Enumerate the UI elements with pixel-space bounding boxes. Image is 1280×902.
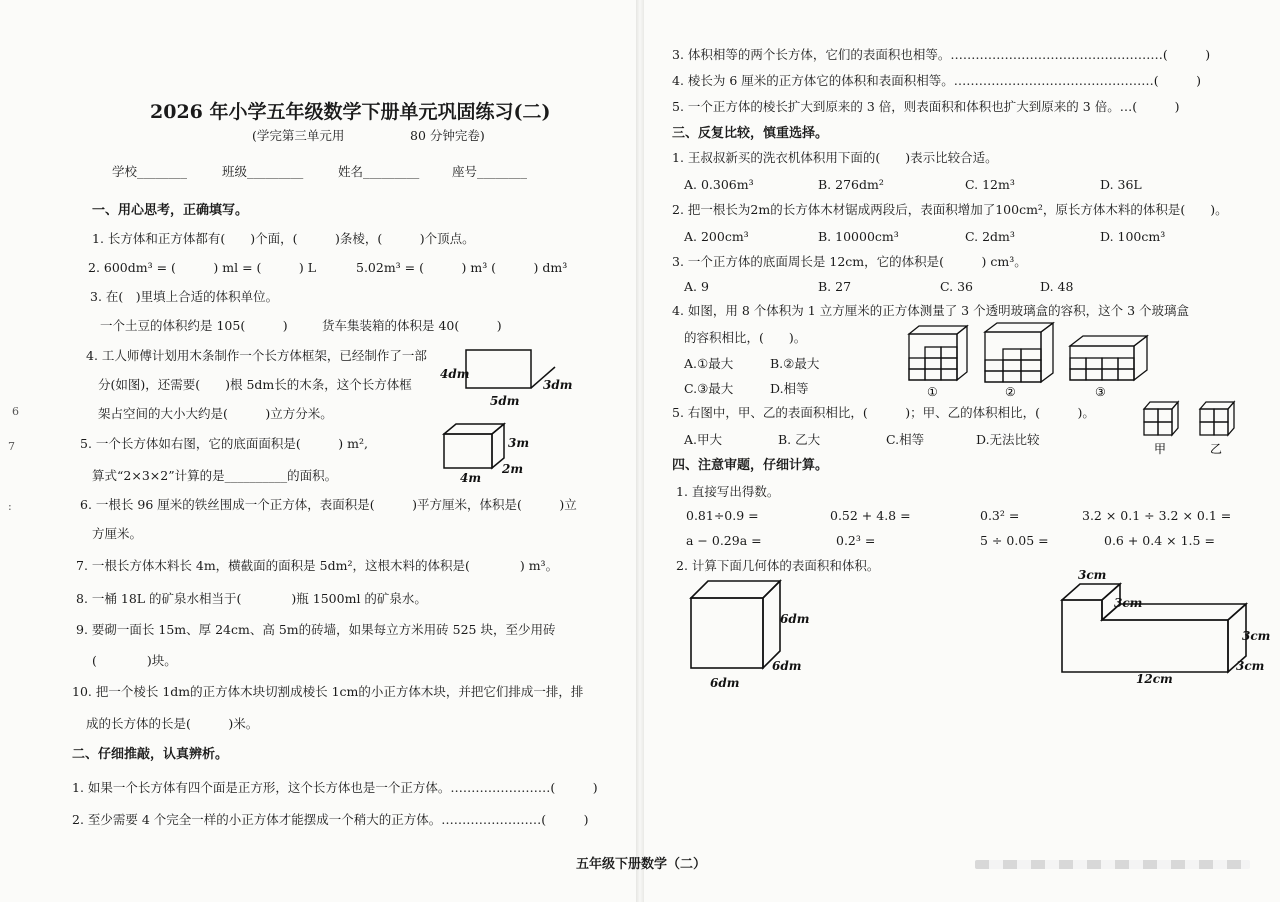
s1-question-3b: 货车集装箱的体积是 40( ) <box>322 318 502 333</box>
s1-question-10-line2: 成的长方体的长是( )米。 <box>86 716 259 731</box>
glass-box-3 <box>1070 336 1147 380</box>
section4-heading: 四、注意审题，仔细计算。 <box>672 458 829 473</box>
s2-question-3: 3. 体积相等的两个长方体，它们的表面积也相等。……………………………………………( ) <box>672 47 1211 62</box>
seat-field[interactable]: 座号________ <box>452 164 528 179</box>
s2-question-2: 2. 至少需要 4 个完全一样的小正方体才能摆成一个稍大的正方体。……………………( ) <box>72 812 589 827</box>
s3-q1-option-a[interactable]: A. 0.306m³ <box>684 177 754 192</box>
s1-question-9: 9. 要砌一面长 15m、厚 24cm、高 5m的砖墙，如果每立方米用砖 525 块，至少用砖 <box>76 622 556 637</box>
s3-q4-option-a[interactable]: A.①最大 <box>684 356 734 371</box>
footer-strip <box>975 860 1250 869</box>
calc-item: 3.2 × 0.1 ÷ 3.2 × 0.1 = <box>1082 508 1232 523</box>
s3-q2-option-b[interactable]: B. 10000cm³ <box>818 229 899 244</box>
s3-q3-option-a[interactable]: A. 9 <box>684 279 709 294</box>
lshape-length-label: 12cm <box>1136 672 1173 686</box>
calc-item: 0.3² = <box>980 508 1020 523</box>
school-field[interactable]: 学校________ <box>112 164 188 179</box>
s3-q4-option-c[interactable]: C.③最大 <box>684 381 734 396</box>
s3-q4-option-b[interactable]: B.②最大 <box>770 356 820 371</box>
exam-subtitle-right: 80 分钟完卷) <box>410 128 485 143</box>
s3-question-5: 5. 右图中，甲、乙的表面积相比，( )；甲、乙的体积相比，( )。 <box>672 405 1095 420</box>
margin-mark: : <box>8 500 12 513</box>
cube-side <box>763 581 780 668</box>
s3-q2-option-c[interactable]: C. 2dm³ <box>965 229 1015 244</box>
s1-question-2b: 5.02m³ = ( ) m³ ( ) dm³ <box>356 260 568 275</box>
calc-item: 5 ÷ 0.05 = <box>980 533 1049 548</box>
glass-boxes-figure <box>905 322 1155 400</box>
cuboid-top <box>444 424 504 434</box>
calc-item: 0.2³ = <box>836 533 876 548</box>
s1-question-3a: 一个土豆的体积约是 105( ) <box>100 318 288 333</box>
s1-question-2a: 2. 600dm³ = ( ) ml = ( ) L <box>88 260 317 275</box>
s3-q3-option-c[interactable]: C. 36 <box>940 279 973 294</box>
exam-subtitle-left: (学完第三单元用 <box>252 128 345 143</box>
s1-question-9-line2: ( )块。 <box>92 653 177 668</box>
section2-heading: 二、仔细推敲，认真辨析。 <box>72 747 229 762</box>
s3-question-4-line2: 的容积相比，( )。 <box>684 330 807 345</box>
section1-heading: 一、用心思考，正确填写。 <box>92 203 249 218</box>
s2-question-4: 4. 棱长为 6 厘米的正方体它的体积和表面积相等。…………………………………………( ) <box>672 73 1202 88</box>
cube-height-label: 6dm <box>780 612 810 626</box>
calc-item: 0.81÷0.9 = <box>686 508 759 523</box>
s3-question-3: 3. 一个正方体的底面周长是 12cm，它的体积是( ) cm³。 <box>672 254 1027 269</box>
margin-mark: 7 <box>8 440 15 453</box>
name-field[interactable]: 姓名_________ <box>338 164 420 179</box>
s1-question-6: 6. 一根长 96 厘米的铁丝围成一个正方体，表面积是( )平方厘米，体积是( )立 <box>80 497 577 512</box>
s3-q4-option-d[interactable]: D.相等 <box>770 381 809 396</box>
s3-q1-option-b[interactable]: B. 276dm² <box>818 177 884 192</box>
margin-mark: 6 <box>12 405 19 418</box>
cube-depth-label: 6dm <box>772 659 802 673</box>
s1-question-8: 8. 一桶 18L 的矿泉水相当于( )瓶 1500ml 的矿泉水。 <box>76 591 427 606</box>
s2-question-5: 5. 一个正方体的棱长扩大到原来的 3 倍，则表面积和体积也扩大到原来的 3 倍。…( ) <box>672 99 1180 114</box>
frame-depth-label: 3dm <box>543 378 573 392</box>
s1-question-10: 10. 把一个棱长 1dm的正方体木块切割成棱长 1cm的小正方体木块，并把它们排成一排，排 <box>72 684 584 699</box>
exam-title: 2026 年小学五年级数学下册单元巩固练习(二) <box>150 101 551 123</box>
s3-q2-option-a[interactable]: A. 200cm³ <box>684 229 749 244</box>
s3-question-2: 2. 把一根长为2m的长方体木材锯成两段后，表面积增加了100cm²，原长方体木料的体积是( )。 <box>672 202 1228 217</box>
lshape-top-label: 3cm <box>1078 568 1107 582</box>
frame-width-label: 5dm <box>490 394 520 408</box>
s1-question-5: 5. 一个长方体如右图，它的底面面积是( ) m², <box>80 436 368 451</box>
frame-figure <box>440 345 580 410</box>
lshape-step-label: 3cm <box>1114 596 1143 610</box>
l-shape-figure <box>1060 568 1270 686</box>
jia-shape <box>1144 402 1178 435</box>
frame-front-face <box>466 350 531 388</box>
calc-item: 0.52 + 4.8 = <box>830 508 911 523</box>
l-shape-body <box>1062 584 1246 672</box>
s1-question-5-line2: 算式“2×3×2”计算的是__________的面积。 <box>92 468 338 483</box>
calc-item: 0.6 + 0.4 × 1.5 = <box>1104 533 1215 548</box>
yi-label: 乙 <box>1210 442 1223 456</box>
s3-q5-option-c[interactable]: C.相等 <box>886 432 925 447</box>
jia-yi-figure <box>1140 397 1240 459</box>
cube-front <box>691 598 763 668</box>
s1-question-7: 7. 一根长方体木料长 4m，横截面的面积是 5dm²，这根木料的体积是( ) m³。 <box>76 558 559 573</box>
s1-question-4-line3: 架占空间的大小大约是( )立方分米。 <box>98 406 333 421</box>
cuboid-front <box>444 434 492 468</box>
s4-question-2: 2. 计算下面几何体的表面积和体积。 <box>676 558 880 573</box>
glass-box-2-label: ② <box>1005 385 1016 399</box>
s1-question-6-line2: 方厘米。 <box>92 526 143 541</box>
s1-question-3: 3. 在( )里填上合适的体积单位。 <box>90 289 279 304</box>
page-fold <box>636 0 644 902</box>
glass-box-1 <box>909 326 967 380</box>
s3-q5-option-d[interactable]: D.无法比较 <box>976 432 1040 447</box>
s3-q5-option-b[interactable]: B. 乙大 <box>778 432 821 447</box>
page-footer: 五年级下册数学（二） <box>576 857 707 872</box>
s1-question-4-line2: 分(如图)，还需要( )根 5dm长的木条，这个长方体框 <box>98 377 412 392</box>
lshape-right-depth-label: 3cm <box>1236 659 1265 673</box>
frame-height-label: 4dm <box>440 367 470 381</box>
s3-q3-option-b[interactable]: B. 27 <box>818 279 852 294</box>
class-field[interactable]: 班级_________ <box>222 164 304 179</box>
cuboid-figure <box>440 422 540 484</box>
s3-question-4: 4. 如图，用 8 个体积为 1 立方厘米的正方体测量了 3 个透明玻璃盒的容积，这个 3 个玻璃盒 <box>672 303 1189 318</box>
glass-box-1-label: ① <box>927 385 938 399</box>
s3-q5-option-a[interactable]: A.甲大 <box>684 432 723 447</box>
cube-figure <box>688 578 818 690</box>
calc-item: a − 0.29a = <box>686 533 762 548</box>
s3-q1-option-d[interactable]: D. 36L <box>1100 177 1142 192</box>
s1-question-4: 4. 工人师傅计划用木条制作一个长方体框架，已经制作了一部 <box>86 348 427 363</box>
s3-q1-option-c[interactable]: C. 12m³ <box>965 177 1015 192</box>
cuboid-height-label: 3m <box>508 436 530 450</box>
cube-width-label: 6dm <box>710 676 740 690</box>
jia-label: 甲 <box>1154 442 1167 456</box>
s1-question-1: 1. 长方体和正方体都有( )个面，( )条棱，( )个顶点。 <box>92 231 475 246</box>
s3-q3-option-d[interactable]: D. 48 <box>1040 279 1074 294</box>
cuboid-width-label: 4m <box>460 471 482 485</box>
glass-box-2 <box>985 323 1053 382</box>
s3-q2-option-d[interactable]: D. 100cm³ <box>1100 229 1166 244</box>
yi-shape <box>1200 402 1234 435</box>
section3-heading: 三、反复比较，慎重选择。 <box>672 126 829 141</box>
lshape-right-height-label: 3cm <box>1242 629 1271 643</box>
s3-question-1: 1. 王叔叔新买的洗衣机体积用下面的( )表示比较合适。 <box>672 150 998 165</box>
s4-question-1: 1. 直接写出得数。 <box>676 484 780 499</box>
s2-question-1: 1. 如果一个长方体有四个面是正方形，这个长方体也是一个正方体。……………………( ) <box>72 780 598 795</box>
cuboid-depth-label: 2m <box>502 462 524 476</box>
glass-box-3-label: ③ <box>1095 385 1106 399</box>
